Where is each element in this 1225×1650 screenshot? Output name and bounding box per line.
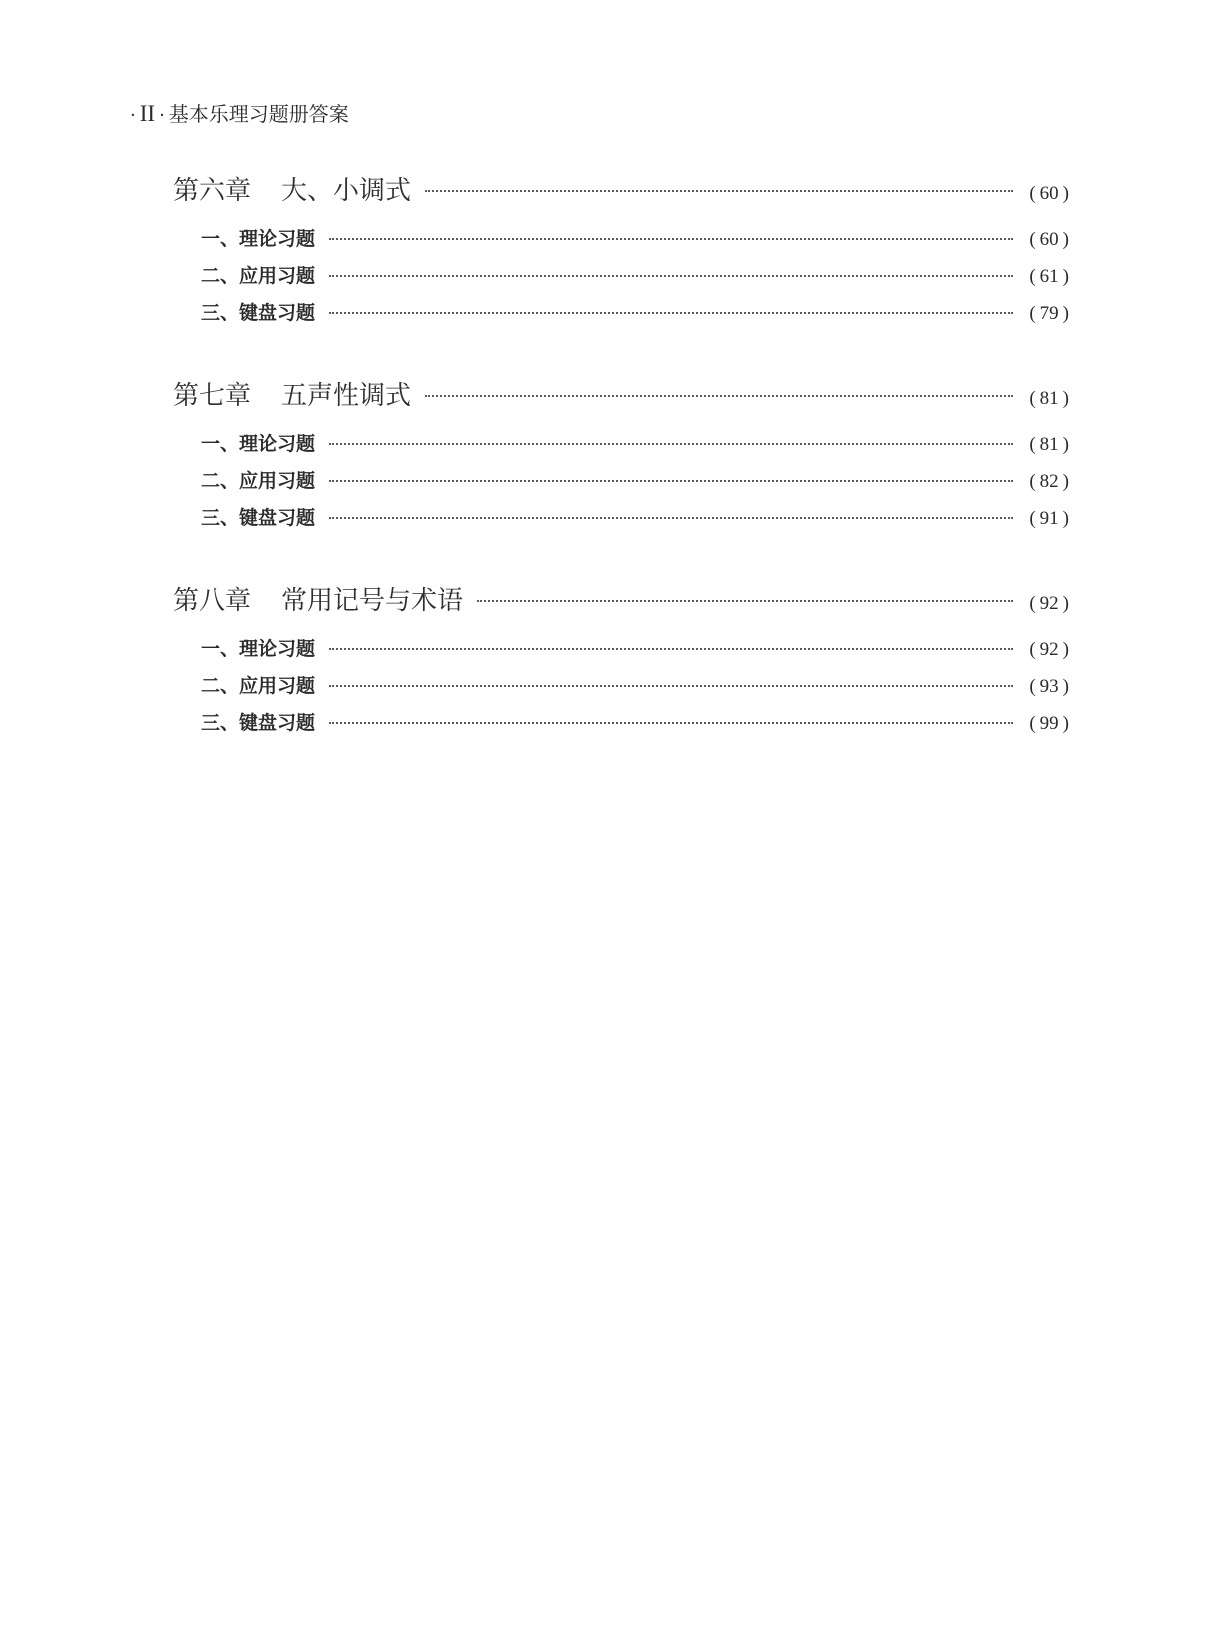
dot-leader bbox=[329, 312, 1013, 314]
page-reference: ( 79 ) bbox=[1029, 303, 1069, 324]
page-number: 81 bbox=[1039, 434, 1059, 455]
dot-leader bbox=[329, 443, 1013, 445]
page-number: 81 bbox=[1039, 388, 1059, 409]
section-title: 一、理论习题 bbox=[201, 433, 316, 455]
toc-chapter-8 bbox=[173, 580, 1073, 745]
dot-leader bbox=[425, 395, 1013, 397]
toc-section-entry[interactable] bbox=[173, 298, 1073, 335]
page-reference: ( 82 ) bbox=[1029, 471, 1069, 492]
page-number: 99 bbox=[1039, 713, 1059, 734]
page-reference: ( 91 ) bbox=[1029, 508, 1069, 529]
toc-section-entry[interactable] bbox=[173, 261, 1073, 298]
toc-section-entry[interactable] bbox=[173, 671, 1073, 708]
dot-leader bbox=[329, 648, 1013, 650]
page-reference: ( 92 ) bbox=[1029, 639, 1069, 660]
section-title: 一、理论习题 bbox=[201, 638, 316, 660]
page-number: 79 bbox=[1039, 303, 1059, 324]
header-separator-right: · bbox=[159, 105, 165, 126]
chapter-number: 第八章 bbox=[173, 586, 252, 616]
page-reference: ( 99 ) bbox=[1029, 713, 1069, 734]
dot-leader bbox=[329, 238, 1013, 240]
running-head bbox=[126, 98, 349, 128]
page-number: 82 bbox=[1039, 471, 1059, 492]
section-title: 二、应用习题 bbox=[201, 470, 316, 492]
header-book-title: 基本乐理习题册答案 bbox=[168, 102, 349, 126]
toc-chapter-6 bbox=[173, 170, 1073, 335]
toc-chapter-entry[interactable] bbox=[173, 580, 1073, 620]
page-number: 60 bbox=[1039, 229, 1059, 250]
page-reference: ( 81 ) bbox=[1029, 388, 1069, 409]
chapter-title: 五声性调式 bbox=[281, 381, 412, 411]
section-title: 三、键盘习题 bbox=[201, 507, 316, 529]
page-reference: ( 60 ) bbox=[1029, 229, 1069, 250]
chapter-title: 常用记号与术语 bbox=[281, 586, 464, 616]
dot-leader bbox=[329, 517, 1013, 519]
toc-section-entry[interactable] bbox=[173, 429, 1073, 466]
page-number: 61 bbox=[1039, 266, 1059, 287]
page-reference: ( 93 ) bbox=[1029, 676, 1069, 697]
page-number: 60 bbox=[1039, 183, 1059, 204]
page-number: 92 bbox=[1039, 593, 1059, 614]
dot-leader bbox=[329, 685, 1013, 687]
dot-leader bbox=[329, 275, 1013, 277]
table-of-contents bbox=[173, 170, 1073, 785]
dot-leader bbox=[329, 480, 1013, 482]
dot-leader bbox=[425, 190, 1013, 192]
section-title: 二、应用习题 bbox=[201, 265, 316, 287]
toc-section-entry[interactable] bbox=[173, 503, 1073, 540]
header-separator-left: · bbox=[130, 105, 136, 126]
page-reference: ( 81 ) bbox=[1029, 434, 1069, 455]
dot-leader bbox=[477, 600, 1013, 602]
toc-section-entry[interactable] bbox=[173, 634, 1073, 671]
page-reference: ( 92 ) bbox=[1029, 593, 1069, 614]
toc-section-entry[interactable] bbox=[173, 708, 1073, 745]
toc-chapter-entry[interactable] bbox=[173, 170, 1073, 210]
toc-chapter-entry[interactable] bbox=[173, 375, 1073, 415]
toc-chapter-7 bbox=[173, 375, 1073, 540]
section-title: 三、键盘习题 bbox=[201, 712, 316, 734]
header-page-number: II bbox=[139, 101, 156, 126]
page-number: 91 bbox=[1039, 508, 1059, 529]
dot-leader bbox=[329, 722, 1013, 724]
chapter-title: 大、小调式 bbox=[281, 176, 412, 206]
chapter-number: 第七章 bbox=[173, 381, 252, 411]
toc-section-entry[interactable] bbox=[173, 466, 1073, 503]
section-title: 二、应用习题 bbox=[201, 675, 316, 697]
page-number: 93 bbox=[1039, 676, 1059, 697]
section-title: 一、理论习题 bbox=[201, 228, 316, 250]
page-reference: ( 60 ) bbox=[1029, 183, 1069, 204]
page-number: 92 bbox=[1039, 639, 1059, 660]
chapter-number: 第六章 bbox=[173, 176, 252, 206]
section-title: 三、键盘习题 bbox=[201, 302, 316, 324]
toc-section-entry[interactable] bbox=[173, 224, 1073, 261]
page-reference: ( 61 ) bbox=[1029, 266, 1069, 287]
